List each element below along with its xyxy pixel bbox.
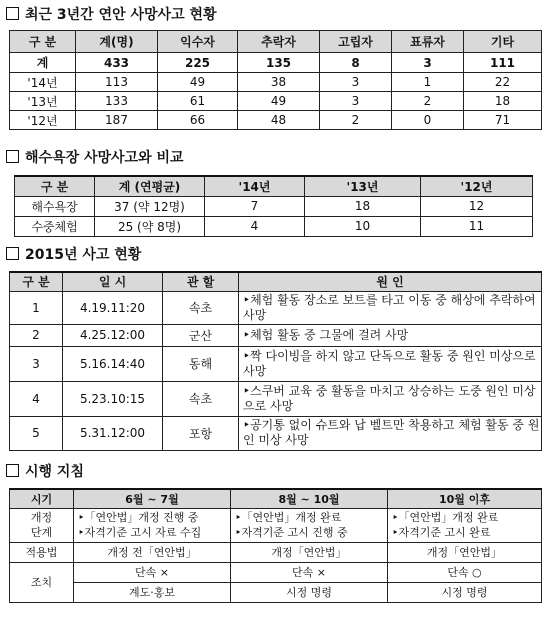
- cell: 113: [76, 73, 158, 92]
- header-cell: 6월 ~ 7월: [74, 489, 231, 508]
- cell: 속초: [163, 291, 239, 324]
- table-row: [10, 73, 542, 92]
- cell: 133: [76, 92, 158, 111]
- table-row-total: [10, 53, 542, 73]
- cell: 3: [320, 92, 392, 111]
- cell-line: ‣자격기준 고시 진행 중: [235, 526, 348, 539]
- row-label: 조치: [10, 562, 74, 602]
- table-row-revision-stage: [10, 508, 542, 542]
- cause-cell: ‣짝 다이빙을 하지 않고 단독으로 활동 중 원인 미상으로 사망: [239, 346, 542, 381]
- cell: 12: [421, 196, 533, 216]
- table-header-row: [10, 272, 542, 291]
- cell: 0: [392, 111, 464, 130]
- section-title-recent-deaths: 최근 3년간 연안 사망사고 현황: [6, 4, 217, 24]
- cell: 433: [76, 53, 158, 73]
- table-row: [15, 196, 533, 216]
- recent-deaths-table: [9, 30, 542, 130]
- cell-line: ‣자격기준 고시 자료 수집: [78, 526, 202, 539]
- section-title-2015-accidents: 2015년 사고 현황: [6, 244, 141, 264]
- cell: 단속 ×: [231, 562, 388, 582]
- header-cell: 관 할: [163, 272, 239, 291]
- header-cell: '13년: [305, 176, 421, 196]
- header-cell: 표류자: [392, 31, 464, 53]
- table-row: [10, 92, 542, 111]
- cell: 단속 ○: [388, 562, 542, 582]
- cell: 7: [205, 196, 305, 216]
- cell: [388, 508, 542, 542]
- cell: [231, 508, 388, 542]
- cell: 66: [158, 111, 238, 130]
- section-title-beach-comparison: 해수욕장 사망사고와 비교: [6, 147, 184, 167]
- checkbox-bullet-icon: [6, 7, 19, 20]
- cell: 10: [305, 216, 421, 236]
- header-cell: '12년: [421, 176, 533, 196]
- table-row-action: [10, 562, 542, 582]
- cell: '13년: [10, 92, 76, 111]
- accidents-2015-table: [9, 271, 542, 451]
- cell: 동해: [163, 346, 239, 381]
- cause-cell: ‣공기통 없이 슈트와 납 벨트만 착용하고 체험 활동 중 원인 미상 사망: [239, 416, 542, 450]
- cell: 5.31.12:00: [63, 416, 163, 450]
- table-row: [10, 346, 542, 381]
- cell: 개정 전「연안법」: [74, 542, 231, 562]
- cell: 8: [320, 53, 392, 73]
- cell: 군산: [163, 324, 239, 346]
- table-row: [15, 216, 533, 236]
- header-cell: 계 (연평균): [95, 176, 205, 196]
- cell: 5: [10, 416, 63, 450]
- header-cell: 추락자: [238, 31, 320, 53]
- checkbox-bullet-icon: [6, 150, 19, 163]
- cell: 22: [464, 73, 542, 92]
- cell: 18: [305, 196, 421, 216]
- header-cell: 기타: [464, 31, 542, 53]
- row-label: 개정 단계: [10, 508, 74, 542]
- cell: 225: [158, 53, 238, 73]
- header-cell: 구 분: [15, 176, 95, 196]
- table-header-row: [10, 489, 542, 508]
- table-row-action-2: [10, 582, 542, 602]
- header-cell: 시기: [10, 489, 74, 508]
- header-cell: 8월 ~ 10월: [231, 489, 388, 508]
- section-title-guidelines: 시행 지침: [6, 461, 84, 481]
- header-cell: '14년: [205, 176, 305, 196]
- cell: 포항: [163, 416, 239, 450]
- cause-cell: ‣스쿠버 교육 중 활동을 마치고 상승하는 도중 원인 미상으로 사망: [239, 381, 542, 416]
- header-cell: 구 분: [10, 272, 63, 291]
- cell: 48: [238, 111, 320, 130]
- cell: 111: [464, 53, 542, 73]
- cell: 시정 명령: [231, 582, 388, 602]
- cell: 시정 명령: [388, 582, 542, 602]
- table-header-row: [15, 176, 533, 196]
- cell: 4.19.11:20: [63, 291, 163, 324]
- guidelines-table: [9, 488, 542, 603]
- header-cell: 계(명): [76, 31, 158, 53]
- cause-cell: ‣체험 활동 장소로 보트를 타고 이동 중 해상에 추락하여 사망: [239, 291, 542, 324]
- table-header-row: [10, 31, 542, 53]
- cell: '12년: [10, 111, 76, 130]
- cell: 71: [464, 111, 542, 130]
- header-cell: 원 인: [239, 272, 542, 291]
- cell: 135: [238, 53, 320, 73]
- cell: 개정「연안법」: [231, 542, 388, 562]
- table-row: [10, 381, 542, 416]
- header-cell: 일 시: [63, 272, 163, 291]
- cell: 61: [158, 92, 238, 111]
- table-row: [10, 111, 542, 130]
- cause-cell: ‣체험 활동 중 그물에 걸려 사망: [239, 324, 542, 346]
- cell: 4: [205, 216, 305, 236]
- table-row: [10, 416, 542, 450]
- cell: 49: [158, 73, 238, 92]
- beach-comparison-table: [14, 175, 533, 237]
- cell-line: ‣「연안법」개정 진행 중: [78, 511, 199, 524]
- cell: 해수욕장: [15, 196, 95, 216]
- cell: 37 (약 12명): [95, 196, 205, 216]
- header-cell: 10월 이후: [388, 489, 542, 508]
- table-row: [10, 324, 542, 346]
- cell: 3: [10, 346, 63, 381]
- header-cell: 구 분: [10, 31, 76, 53]
- cell: 속초: [163, 381, 239, 416]
- cell: 계: [10, 53, 76, 73]
- cell: 개정「연안법」: [388, 542, 542, 562]
- cell-line: ‣「연안법」개정 완료: [235, 511, 342, 524]
- cell-line: ‣자격기준 고시 완료: [392, 526, 491, 539]
- cell: 5.23.10:15: [63, 381, 163, 416]
- cell: 단속 ×: [74, 562, 231, 582]
- cell: 계도·홍보: [74, 582, 231, 602]
- cell: 2: [392, 92, 464, 111]
- header-cell: 익수자: [158, 31, 238, 53]
- cell: 수중체험: [15, 216, 95, 236]
- cell: 2: [10, 324, 63, 346]
- table-row: [10, 291, 542, 324]
- cell: 25 (약 8명): [95, 216, 205, 236]
- checkbox-bullet-icon: [6, 247, 19, 260]
- cell: 3: [392, 53, 464, 73]
- cell-line: ‣「연안법」개정 완료: [392, 511, 499, 524]
- cell: 4: [10, 381, 63, 416]
- row-label: 적용법: [10, 542, 74, 562]
- cell: 5.16.14:40: [63, 346, 163, 381]
- cell: 38: [238, 73, 320, 92]
- cell: 3: [320, 73, 392, 92]
- header-cell: 고립자: [320, 31, 392, 53]
- cell: 49: [238, 92, 320, 111]
- table-row-applicable-law: [10, 542, 542, 562]
- cell: 18: [464, 92, 542, 111]
- cell: [74, 508, 231, 542]
- cell: 187: [76, 111, 158, 130]
- checkbox-bullet-icon: [6, 464, 19, 477]
- cell: 11: [421, 216, 533, 236]
- cell: 1: [392, 73, 464, 92]
- cell: 2: [320, 111, 392, 130]
- cell: 4.25.12:00: [63, 324, 163, 346]
- cell: '14년: [10, 73, 76, 92]
- cell: 1: [10, 291, 63, 324]
